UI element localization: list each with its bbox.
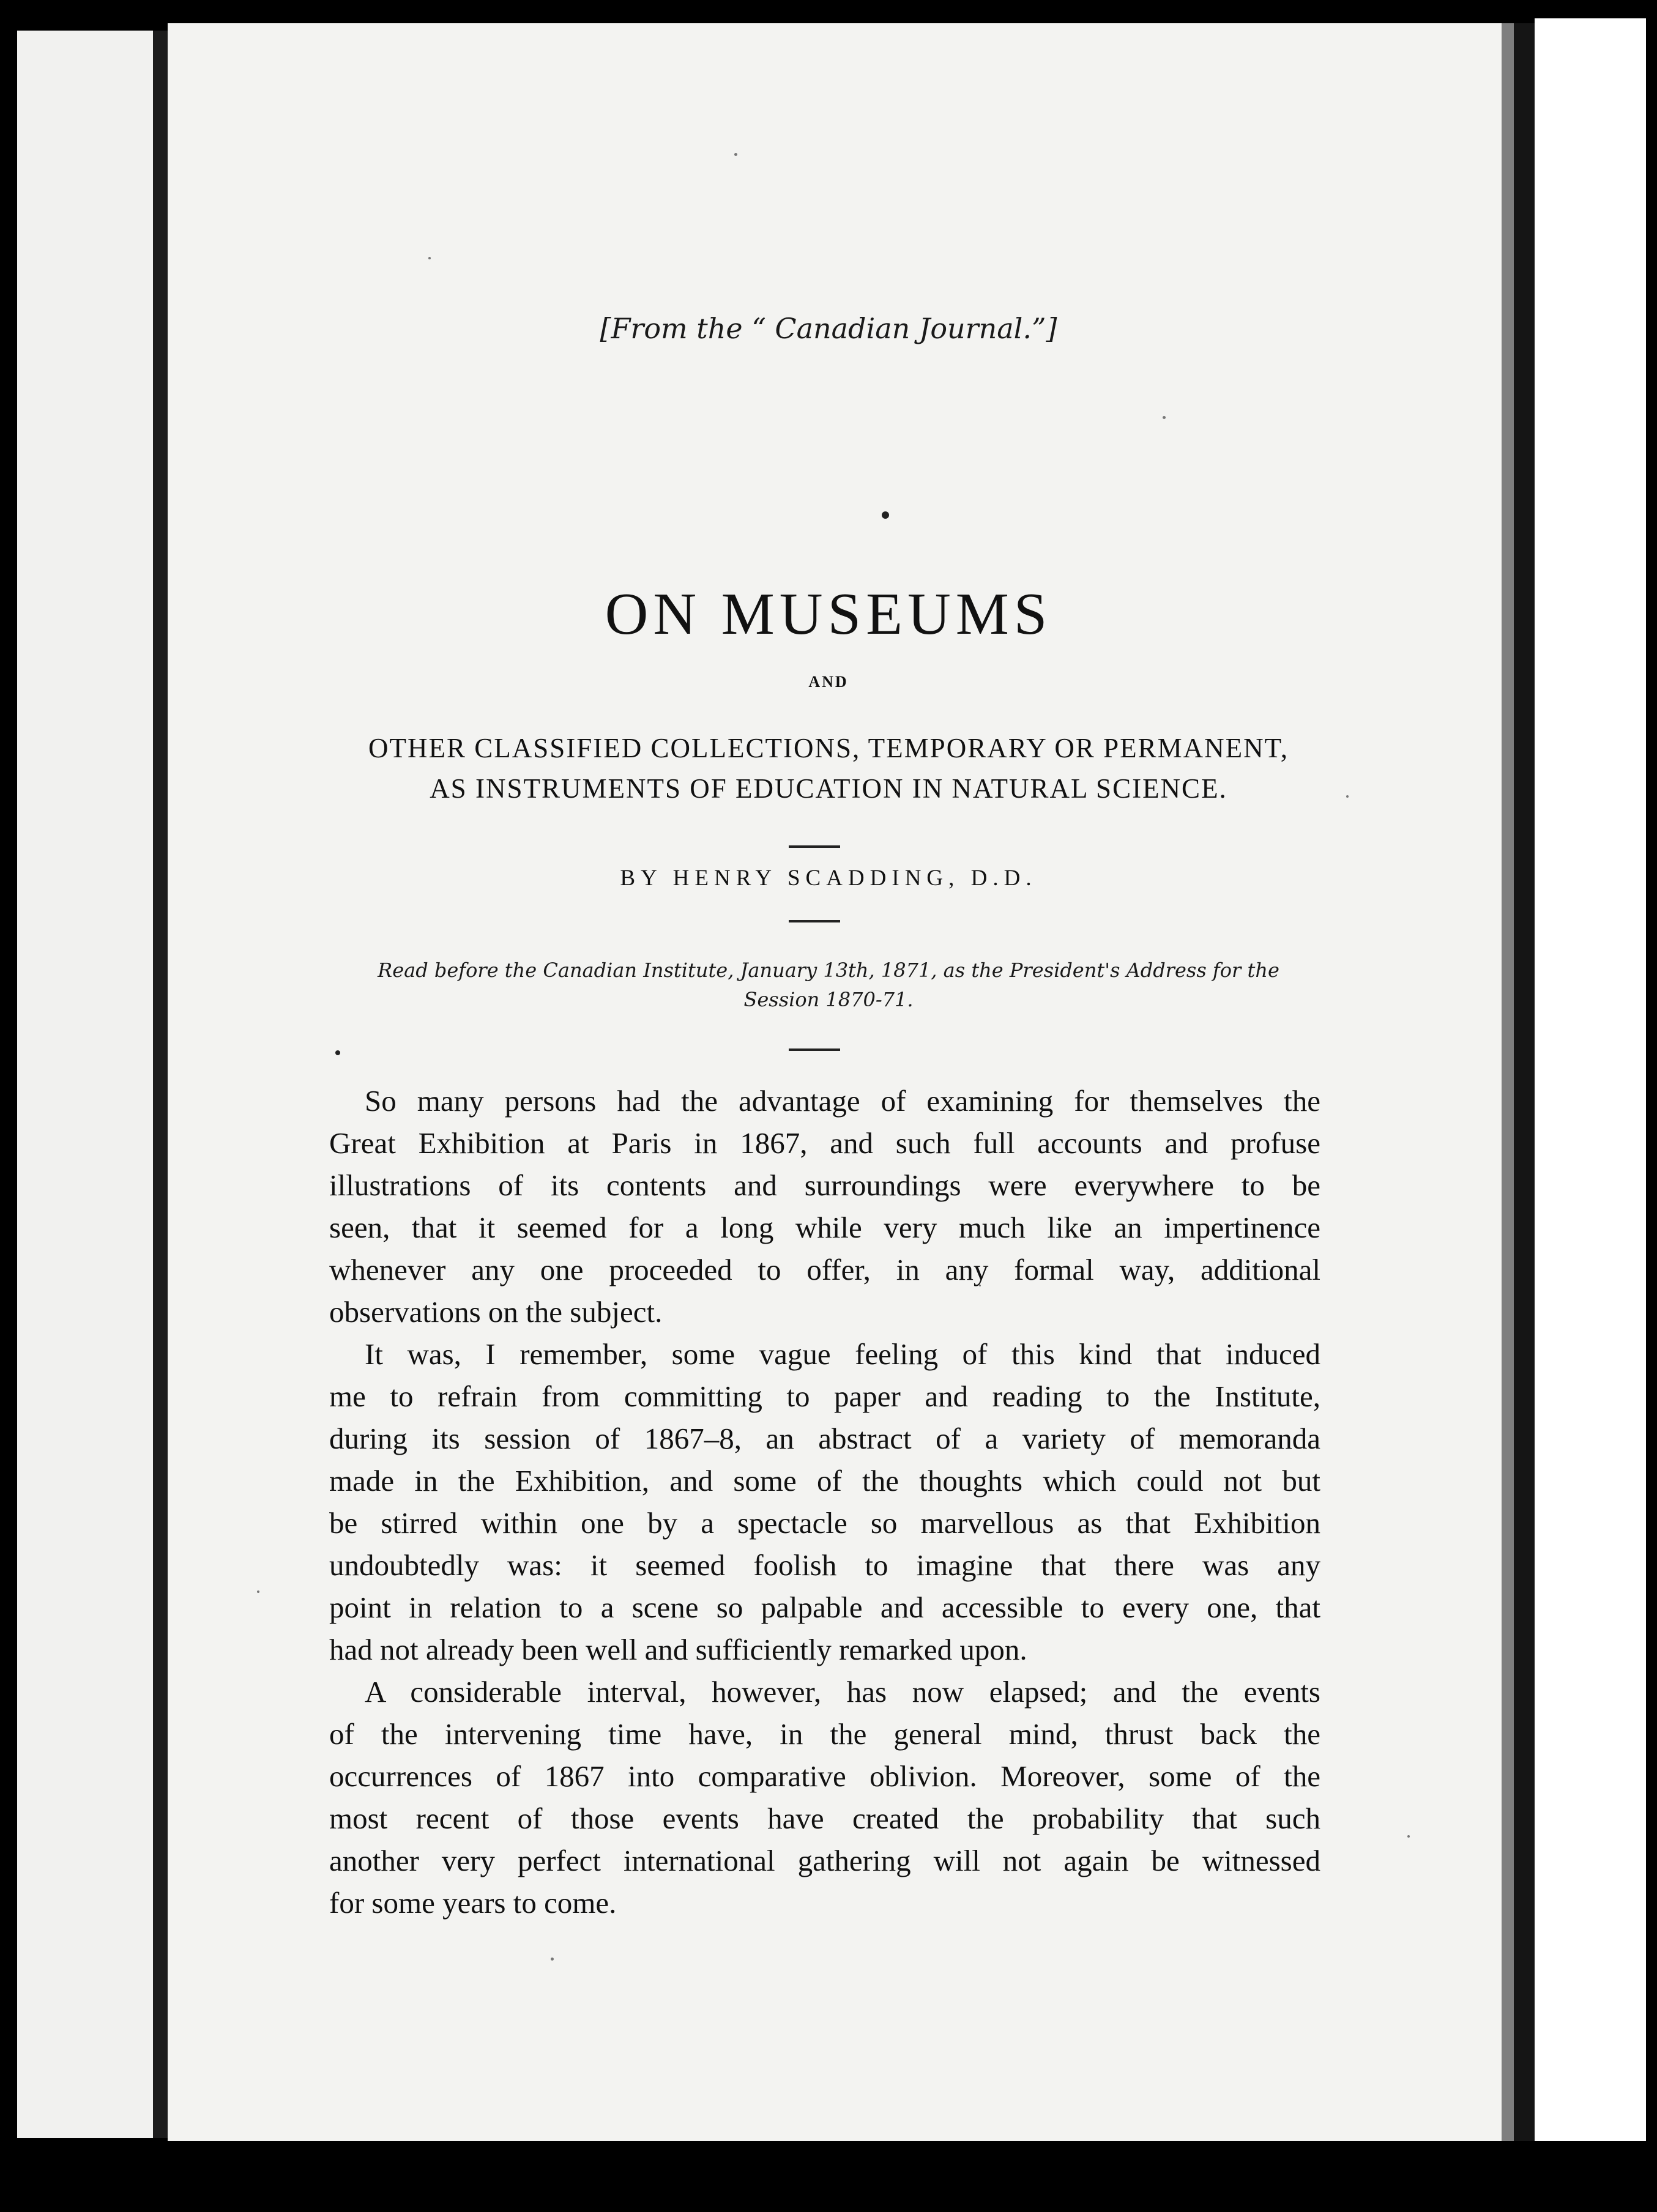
- paragraph: [329, 1671, 1320, 1924]
- reading-note-line: Session 1870-71.: [743, 988, 914, 1011]
- title-conjunction: AND: [808, 673, 849, 691]
- adjacent-page-edge: [17, 31, 153, 2138]
- paragraph: [329, 1333, 1320, 1671]
- paragraph: [329, 1080, 1320, 1333]
- text-line: be stirred within one by a spectacle so marvellous as that Exhibition: [329, 1506, 1320, 1540]
- text-line: of the intervening time have, in the general mind, thrust back the: [329, 1717, 1320, 1751]
- page-title: ON MUSEUMS: [605, 581, 1052, 647]
- text-line: point in relation to a scene so palpable and accessible to every one, that: [329, 1590, 1320, 1624]
- text-line: observations on the subject.: [329, 1295, 663, 1329]
- text-line: whenever any one proceeded to offer, in any formal way, additional: [329, 1253, 1320, 1286]
- text-line: occurrences of 1867 into comparative oblivion. Moreover, some of the: [329, 1759, 1320, 1793]
- text-line: had not already been well and sufficiently remarked upon.: [329, 1633, 1027, 1666]
- text-line: seen, that it seemed for a long while very much like an impertinence: [329, 1211, 1320, 1244]
- text-line: another very perfect international gathering will not again be witnessed: [329, 1844, 1320, 1877]
- text-line: undoubtedly was: it seemed foolish to imagine that there was any: [329, 1548, 1320, 1582]
- divider-rule: [789, 845, 840, 848]
- text-line: during its session of 1867–8, an abstract of a variety of memoranda: [329, 1422, 1320, 1455]
- divider-rule: [789, 920, 840, 922]
- text-line: A considerable interval, however, has now elapsed; and the events: [365, 1675, 1320, 1709]
- divider-rule: [789, 1048, 840, 1051]
- reading-note: [330, 956, 1327, 1014]
- byline: BY HENRY SCADDING, D.D.: [620, 866, 1037, 891]
- subtitle: [0, 728, 1657, 809]
- text-line: illustrations of its contents and surroundings were everywhere to be: [329, 1168, 1320, 1202]
- source-line: [From the “ Canadian Journal.”]: [600, 312, 1057, 345]
- text-line: for some years to come.: [329, 1886, 617, 1920]
- text-line: Great Exhibition at Paris in 1867, and such full accounts and profuse: [329, 1126, 1320, 1160]
- text-line: most recent of those events have created the probability that such: [329, 1802, 1320, 1835]
- body-text: [329, 1080, 1320, 1924]
- book-gutter: [153, 31, 168, 2138]
- reading-note-line: Read before the Canadian Institute, January 13th, 1871, as the President's Address for the: [378, 959, 1279, 982]
- text-line: made in the Exhibition, and some of the thoughts which could not but: [329, 1464, 1320, 1498]
- subtitle-line: AS INSTRUMENTS OF EDUCATION IN NATURAL SCIENCE.: [430, 773, 1227, 804]
- subtitle-line: OTHER CLASSIFIED COLLECTIONS, TEMPORARY OR PERMANENT,: [368, 733, 1289, 763]
- text-line: It was, I remember, some vague feeling of this kind that induced: [365, 1337, 1320, 1371]
- text-line: So many persons had the advantage of examining for themselves the: [365, 1084, 1320, 1118]
- text-line: me to refrain from committing to paper and reading to the Institute,: [329, 1379, 1320, 1413]
